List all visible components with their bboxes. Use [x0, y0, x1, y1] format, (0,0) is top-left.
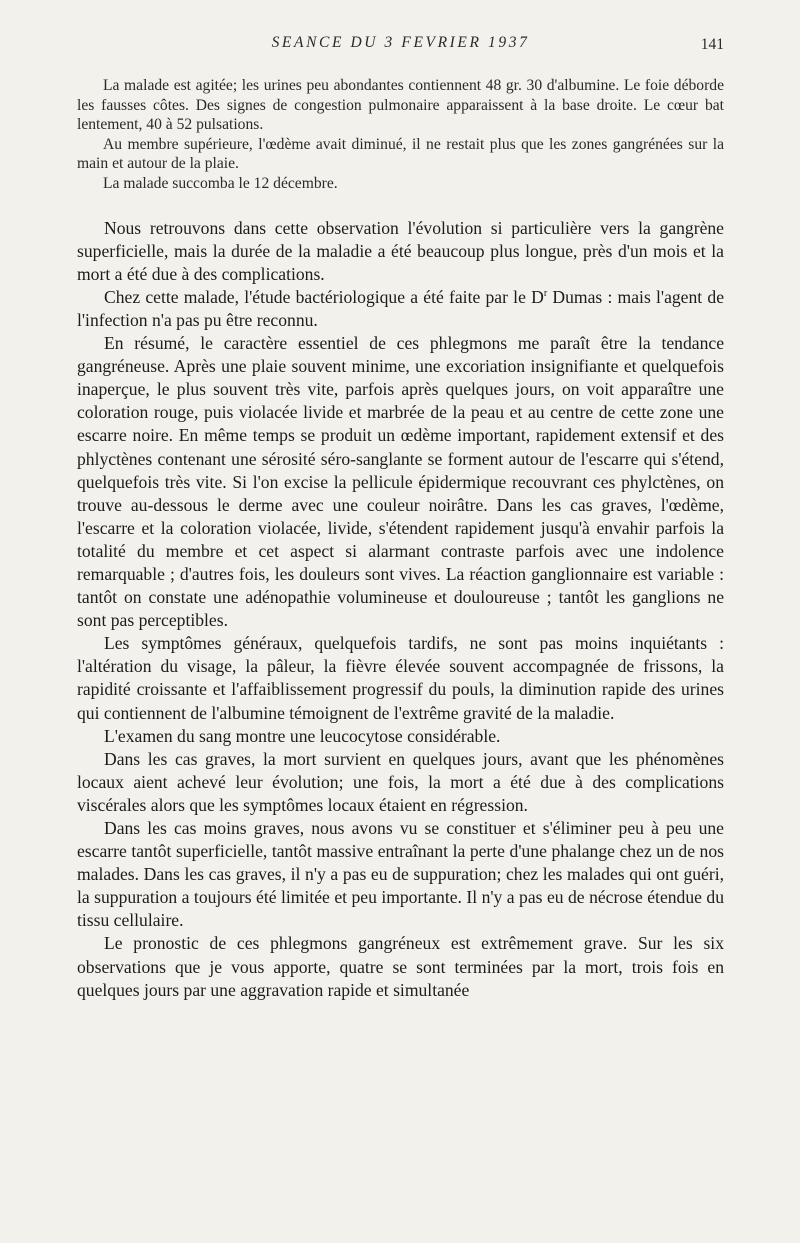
case-note-paragraph: Au membre supérieure, l'œdème avait diminué, il ne restait plus que les zones gangrénées sur la main et autour de la plaie.: [77, 135, 724, 173]
page-number: 141: [700, 36, 724, 53]
header-title: SEANCE DU 3 FEVRIER 1937: [271, 34, 530, 51]
body-paragraph: En résumé, le caractère essentiel de ces phlegmons me paraît être la tendance gangréneuse. Après une plaie souvent minime, une excoriation insignifiante et quelquefois inaperçue, le plus souvent très vite, parfois après quelques jours, on voit apparaître une coloration rouge, puis violacée livide et marbrée de la peau et au centre de cette zone une escarre noire. En même temps se produit un œdème important, rapidement extensif et des phlyctènes contenant une sérosité séro-sanglante se forment autour de l'escarre qui s'étend, quelquefois très vite. Si l'on excise la pellicule épidermique recouvrant ces phylctènes, on trouve au-dessous le derme avec une couleur noirâtre. Dans les cas graves, l'œdème, l'escarre et la coloration violacée, livide, s'étendent rapidement jusqu'à envahir parfois la totalité du membre et cet aspect si alarmant contraste parfois avec une indolence remarquable ; d'autres fois, les douleurs sont vives. La réaction ganglionnaire est variable : tantôt on constate une adénopathie volumineuse et douloureuse ; tantôt les ganglions ne sont pas perceptibles.: [77, 333, 724, 631]
body-paragraph-dumas: [77, 286, 724, 332]
body-paragraph: Dans les cas moins graves, nous avons vu se constituer et s'éliminer peu à peu une escarre tantôt superficielle, tantôt massive entraînant la perte d'une phalange chez un de nos malades. Dans les cas graves, il n'y a pas eu de suppuration; chez les malades qui ont guéri, la suppuration a toujours été limitée et peu importante. Il n'y a pas eu de nécrose étendue du tissu cellulaire.: [77, 818, 724, 931]
body-paragraph: Nous retrouvons dans cette observation l'évolution si particulière vers la gangrène superficielle, mais la durée de la maladie a été beaucoup plus longue, près d'un mois et la mort a été due à des complications.: [77, 217, 724, 284]
paragraph-text: Dumas : mais l'agent de l'infection n'a pas pu être reconnu.: [77, 286, 724, 330]
case-note-paragraph: La malade succomba le 12 décembre.: [103, 174, 338, 192]
running-header: [77, 34, 724, 60]
body-paragraph: Dans les cas graves, la mort survient en quelques jours, avant que les phénomènes locaux aient achevé leur évolution; une fois, la mort a été due à des complications viscérales alors que les symptômes locaux étaient en régression.: [77, 748, 724, 815]
case-note-paragraph: La malade est agitée; les urines peu abondantes contiennent 48 gr. 30 d'albumine. Le foie déborde les fausses côtes. Des signes de congestion pulmonaire apparaissent à la base droite. Le cœur bat lentement, 40 à 52 pulsations.: [77, 77, 724, 134]
body-paragraph: L'examen du sang montre une leucocytose considérable.: [104, 725, 501, 746]
body-paragraph: Le pronostic de ces phlegmons gangréneux est extrêmement grave. Sur les six observations que je vous apporte, quatre se sont terminées par la mort, trois fois en quelques jours par une aggravation rapide et simultanée: [77, 933, 724, 1000]
case-notes: [77, 76, 724, 194]
body-text: [77, 217, 724, 1002]
body-paragraph: Les symptômes généraux, quelquefois tardifs, ne sont pas moins inquiétants : l'altération du visage, la pâleur, la fièvre élevée souvent accompagnée de frissons, la rapidité croissante et l'affaiblissement progressif du pouls, la diminution rapide des urines qui contiennent de l'albumine témoignent de l'extrême gravité de la maladie.: [77, 633, 724, 723]
superscript: r: [543, 287, 548, 299]
paragraph-text: Chez cette malade, l'étude bactériologique a été faite par le D: [104, 286, 544, 307]
